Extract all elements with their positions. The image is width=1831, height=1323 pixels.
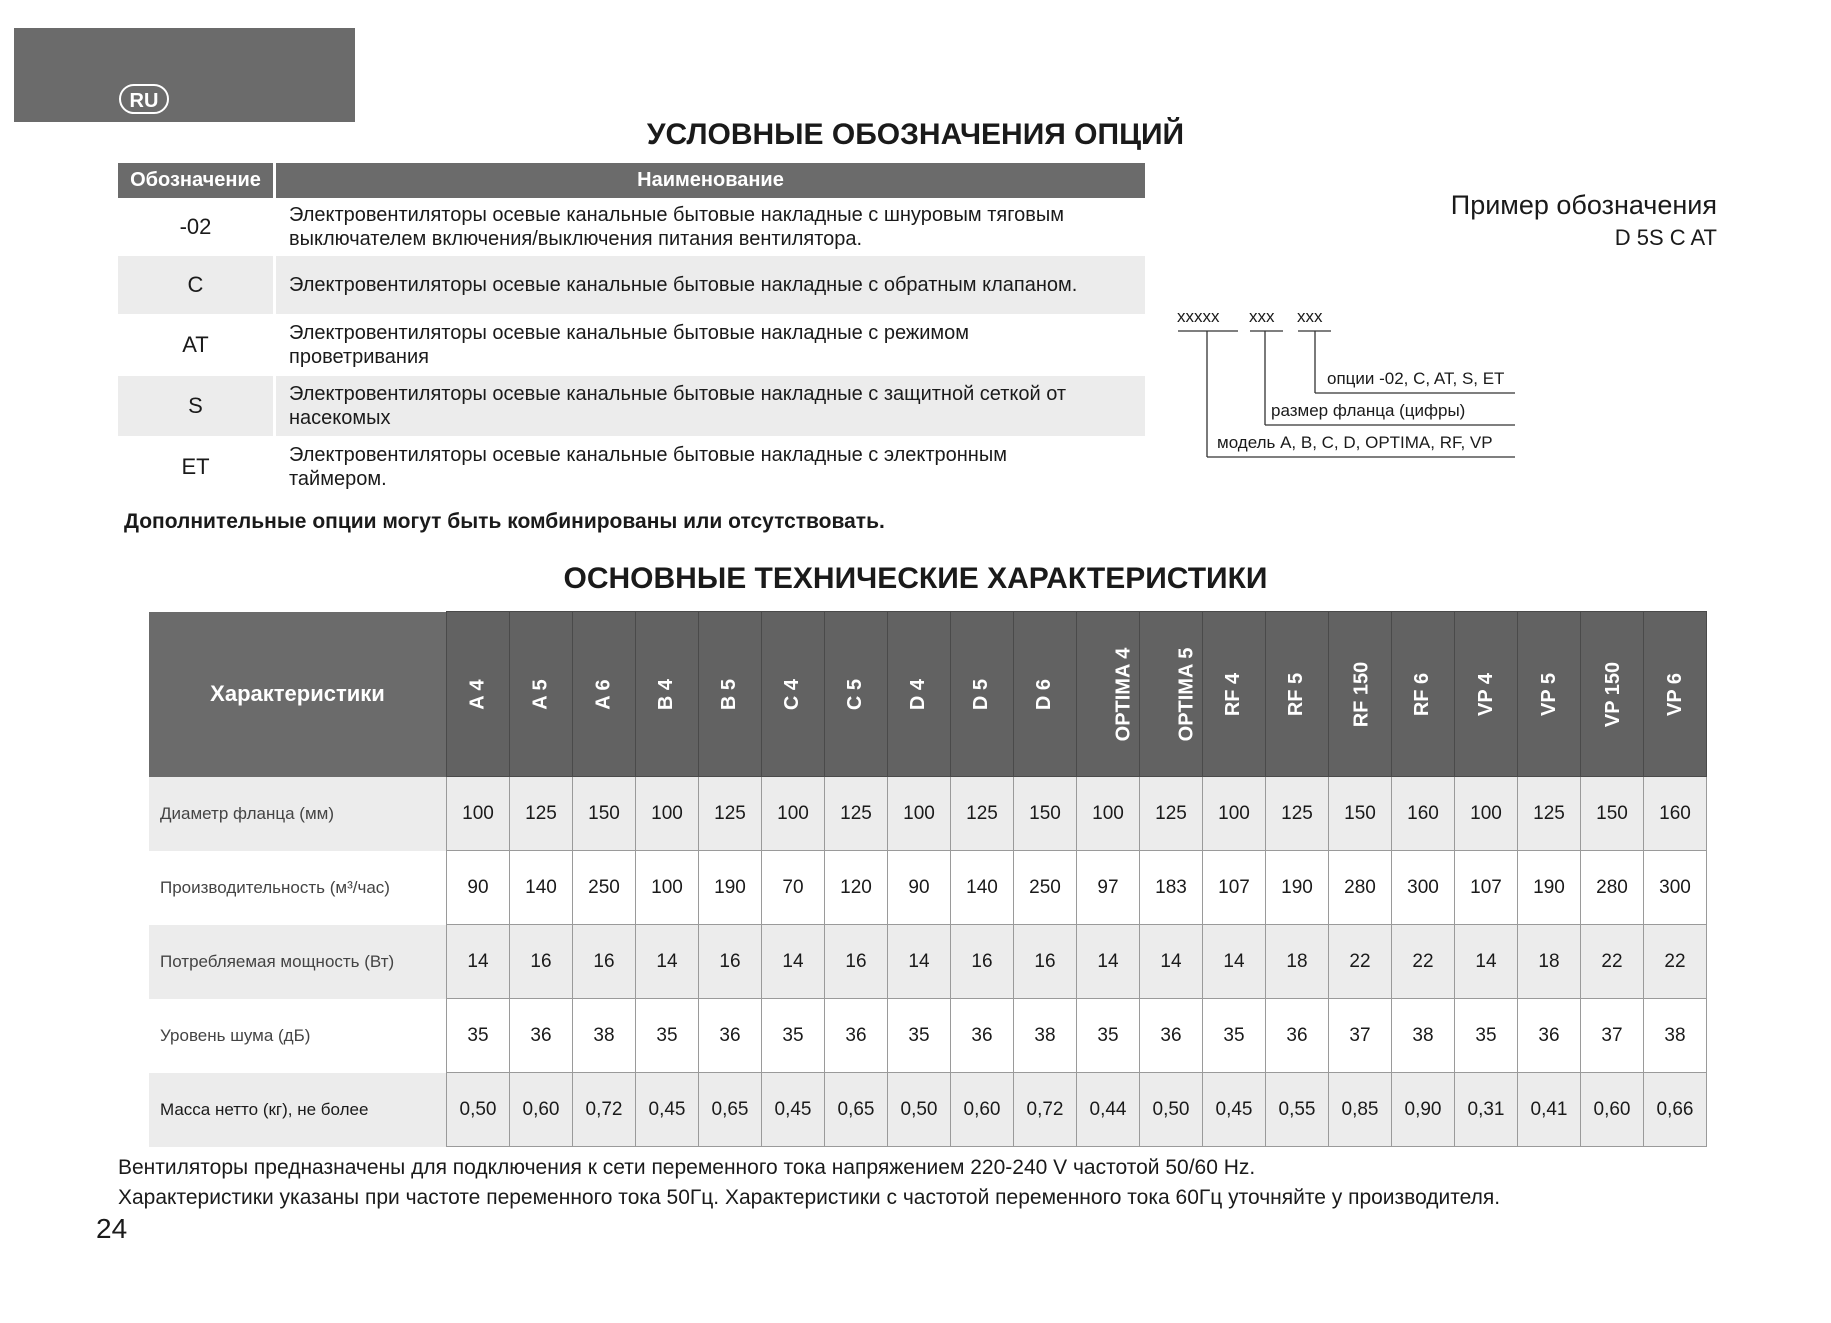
designation-diagram [1175,305,1535,465]
spec-value: 36 [1266,999,1329,1073]
model-header [447,612,510,777]
spec-value: 100 [888,777,951,851]
model-header [636,612,699,777]
spec-value: 125 [825,777,888,851]
spec-value: 22 [1644,925,1707,999]
model-name: RF 6 [1411,672,1434,716]
spec-value: 0,90 [1392,1073,1455,1147]
spec-value: 14 [1140,925,1203,999]
label-flange: размер фланца (цифры) [1271,401,1466,420]
spec-value: 280 [1329,851,1392,925]
model-name: A 6 [592,678,615,710]
spec-value: 36 [951,999,1014,1073]
model-header [1581,612,1644,777]
spec-value: 280 [1581,851,1644,925]
model-name: VP 150 [1602,661,1625,727]
spec-value: 97 [1077,851,1140,925]
spec-value: 36 [510,999,573,1073]
model-name: B 5 [718,678,741,710]
model-name: D 4 [907,678,930,710]
model-header [888,612,951,777]
spec-value: 38 [1644,999,1707,1073]
spec-value: 70 [762,851,825,925]
spec-value: 16 [573,925,636,999]
model-name: RF 5 [1285,672,1308,716]
spec-value: 107 [1455,851,1518,925]
language-badge: RU [119,84,169,114]
spec-value: 16 [825,925,888,999]
model-header [1140,612,1203,777]
spec-value: 100 [1077,777,1140,851]
spec-value: 150 [1329,777,1392,851]
spec-value: 0,60 [510,1073,573,1147]
spec-value: 0,45 [636,1073,699,1147]
spec-value: 14 [1455,925,1518,999]
spec-value: 150 [1581,777,1644,851]
spec-value: 160 [1644,777,1707,851]
option-row [118,256,1145,314]
model-name: OPTIMA 4 [1112,647,1135,741]
option-code: -02 [179,214,212,239]
spec-value: 22 [1329,925,1392,999]
spec-value: 125 [1518,777,1581,851]
option-code: S [118,376,275,436]
spec-value: 90 [888,851,951,925]
option-description-line: выключателем включения/выключения питания вентилятора. [289,228,863,250]
spec-value: 37 [1581,999,1644,1073]
specs-header-label: Характеристики [149,612,447,777]
spec-value: 100 [636,851,699,925]
footer-line-1: Вентиляторы предназначены для подключения к сети переменного тока напряжением 220-240 V частотой 50/60 Hz. [118,1156,1256,1179]
spec-value: 35 [1455,999,1518,1073]
spec-value: 37 [1329,999,1392,1073]
model-name: VP 5 [1537,672,1560,716]
option-description [275,314,1146,376]
specs-title: ОСНОВНЫЕ ТЕХНИЧЕСКИЕ ХАРАКТЕРИСТИКИ [563,562,1268,595]
spec-value: 16 [699,925,762,999]
spec-label: Потребляемая мощность (Вт) [149,925,447,999]
spec-value: 36 [825,999,888,1073]
spec-value: 0,44 [1077,1073,1140,1147]
option-description-line: Электровентиляторы осевые канальные бытовые накладные с электронным [289,444,1007,466]
spec-value: 190 [699,851,762,925]
spec-value: 0,65 [699,1073,762,1147]
spec-value: 100 [1203,777,1266,851]
spec-value: 16 [1014,925,1077,999]
spec-value: 35 [762,999,825,1073]
model-header [1455,612,1518,777]
option-row [118,436,1145,498]
pattern-options: xxx [1297,307,1323,326]
model-name: B 4 [655,678,678,710]
option-row [118,314,1145,376]
spec-value: 14 [762,925,825,999]
option-description-line: таймером. [289,468,387,490]
spec-value: 125 [699,777,762,851]
spec-value: 120 [825,851,888,925]
spec-value: 38 [573,999,636,1073]
model-name: D 6 [1033,678,1056,710]
page-number: 24 [96,1213,128,1244]
spec-value: 150 [1014,777,1077,851]
option-row [118,376,1145,436]
model-name: D 5 [970,678,993,710]
spec-label: Производительность (м³/час) [149,851,447,925]
model-name: A 5 [529,678,552,710]
spec-value: 36 [699,999,762,1073]
options-table [118,163,1145,498]
model-header [1266,612,1329,777]
spec-value: 0,31 [1455,1073,1518,1147]
spec-value: 14 [1203,925,1266,999]
spec-value: 36 [1518,999,1581,1073]
model-header [573,612,636,777]
spec-value: 300 [1644,851,1707,925]
spec-value: 125 [1266,777,1329,851]
spec-value: 38 [1392,999,1455,1073]
spec-value: 35 [636,999,699,1073]
model-header [1014,612,1077,777]
options-col-name: Наименование [275,163,1146,198]
spec-value: 0,65 [825,1073,888,1147]
spec-value: 90 [447,851,510,925]
header-block [14,28,355,122]
option-description-line: насекомых [289,407,391,429]
spec-value: 16 [951,925,1014,999]
spec-value: 183 [1140,851,1203,925]
footer-line-2: Характеристики указаны при частоте переменного тока 50Гц. Характеристики с частотой переменного тока 60Гц уточняйте у производителя. [118,1186,1501,1209]
model-header [510,612,573,777]
spec-label: Уровень шума (дБ) [149,999,447,1073]
spec-value: 0,41 [1518,1073,1581,1147]
spec-value: 35 [1203,999,1266,1073]
option-description [275,198,1146,256]
spec-value: 0,50 [447,1073,510,1147]
spec-row [149,925,1707,999]
spec-value: 190 [1266,851,1329,925]
spec-value: 36 [1140,999,1203,1073]
label-model: модель A, B, C, D, OPTIMA, RF, VP [1217,433,1493,452]
options-title: УСЛОВНЫЕ ОБОЗНАЧЕНИЯ ОПЦИЙ [646,118,1185,151]
spec-value: 100 [762,777,825,851]
pattern-flange: xxx [1249,307,1275,326]
option-code: ET [181,454,210,479]
spec-value: 100 [1455,777,1518,851]
spec-value: 0,85 [1329,1073,1392,1147]
model-header [699,612,762,777]
spec-value: 0,55 [1266,1073,1329,1147]
model-name: C 4 [781,678,804,710]
spec-value: 14 [636,925,699,999]
model-name: C 5 [844,678,867,710]
model-name: A 4 [466,678,489,710]
spec-value: 22 [1392,925,1455,999]
spec-value: 150 [573,777,636,851]
spec-row [149,1073,1707,1147]
spec-value: 0,60 [1581,1073,1644,1147]
spec-value: 300 [1392,851,1455,925]
spec-value: 35 [447,999,510,1073]
model-header [825,612,888,777]
spec-value: 22 [1581,925,1644,999]
spec-value: 0,72 [573,1073,636,1147]
spec-value: 35 [888,999,951,1073]
spec-value: 250 [1014,851,1077,925]
option-description [275,436,1146,498]
spec-value: 35 [1077,999,1140,1073]
spec-value: 0,50 [1140,1073,1203,1147]
spec-value: 14 [447,925,510,999]
spec-value: 125 [1140,777,1203,851]
option-description-line: Электровентиляторы осевые канальные бытовые накладные с обратным клапаном. [289,274,1078,296]
option-code: C [118,256,275,314]
model-header [762,612,825,777]
option-row [118,198,1145,256]
spec-value: 18 [1266,925,1329,999]
spec-label: Масса нетто (кг), не более [149,1073,447,1147]
model-header [1077,612,1140,777]
options-col-code: Обозначение [118,163,275,198]
model-name: VP 6 [1663,672,1686,716]
pattern-model: xxxxx [1177,307,1220,326]
option-description-line: Электровентиляторы осевые канальные бытовые накладные с шнуровым тяговым [289,204,1064,226]
model-header [1392,612,1455,777]
model-name: VP 4 [1474,672,1497,716]
spec-value: 140 [951,851,1014,925]
spec-value: 160 [1392,777,1455,851]
spec-value: 18 [1518,925,1581,999]
spec-value: 0,72 [1014,1073,1077,1147]
spec-value: 0,60 [951,1073,1014,1147]
example-code: D 5S C AT [1614,225,1717,250]
model-name: RF 4 [1222,672,1245,716]
spec-value: 107 [1203,851,1266,925]
spec-value: 0,45 [1203,1073,1266,1147]
specs-table [149,611,1707,1147]
option-description [275,256,1146,314]
model-name: OPTIMA 5 [1175,647,1198,741]
spec-value: 14 [888,925,951,999]
spec-row [149,851,1707,925]
option-description [275,376,1146,436]
option-description-line: Электровентиляторы осевые канальные бытовые накладные с защитной сеткой от [289,383,1067,405]
spec-value: 0,66 [1644,1073,1707,1147]
example-title: Пример обозначения [1450,190,1717,220]
spec-value: 125 [951,777,1014,851]
options-note: Дополнительные опции могут быть комбинированы или отсутствовать. [124,510,885,533]
option-description-line: Электровентиляторы осевые канальные бытовые накладные с режимом [289,322,970,344]
spec-value: 100 [636,777,699,851]
spec-value: 250 [573,851,636,925]
spec-row [149,777,1707,851]
spec-label: Диаметр фланца (мм) [149,777,447,851]
model-header [1644,612,1707,777]
option-code: AT [182,332,209,357]
label-options: опции -02, C, AT, S, ET [1327,369,1505,388]
model-header [951,612,1014,777]
model-name: RF 150 [1350,661,1373,727]
spec-value: 0,50 [888,1073,951,1147]
spec-value: 125 [510,777,573,851]
model-header [1518,612,1581,777]
option-description-line: проветривания [289,346,429,368]
spec-value: 100 [447,777,510,851]
spec-value: 140 [510,851,573,925]
spec-value: 0,45 [762,1073,825,1147]
model-header [1329,612,1392,777]
spec-value: 14 [1077,925,1140,999]
spec-value: 190 [1518,851,1581,925]
spec-row [149,999,1707,1073]
spec-value: 38 [1014,999,1077,1073]
spec-value: 16 [510,925,573,999]
model-header [1203,612,1266,777]
